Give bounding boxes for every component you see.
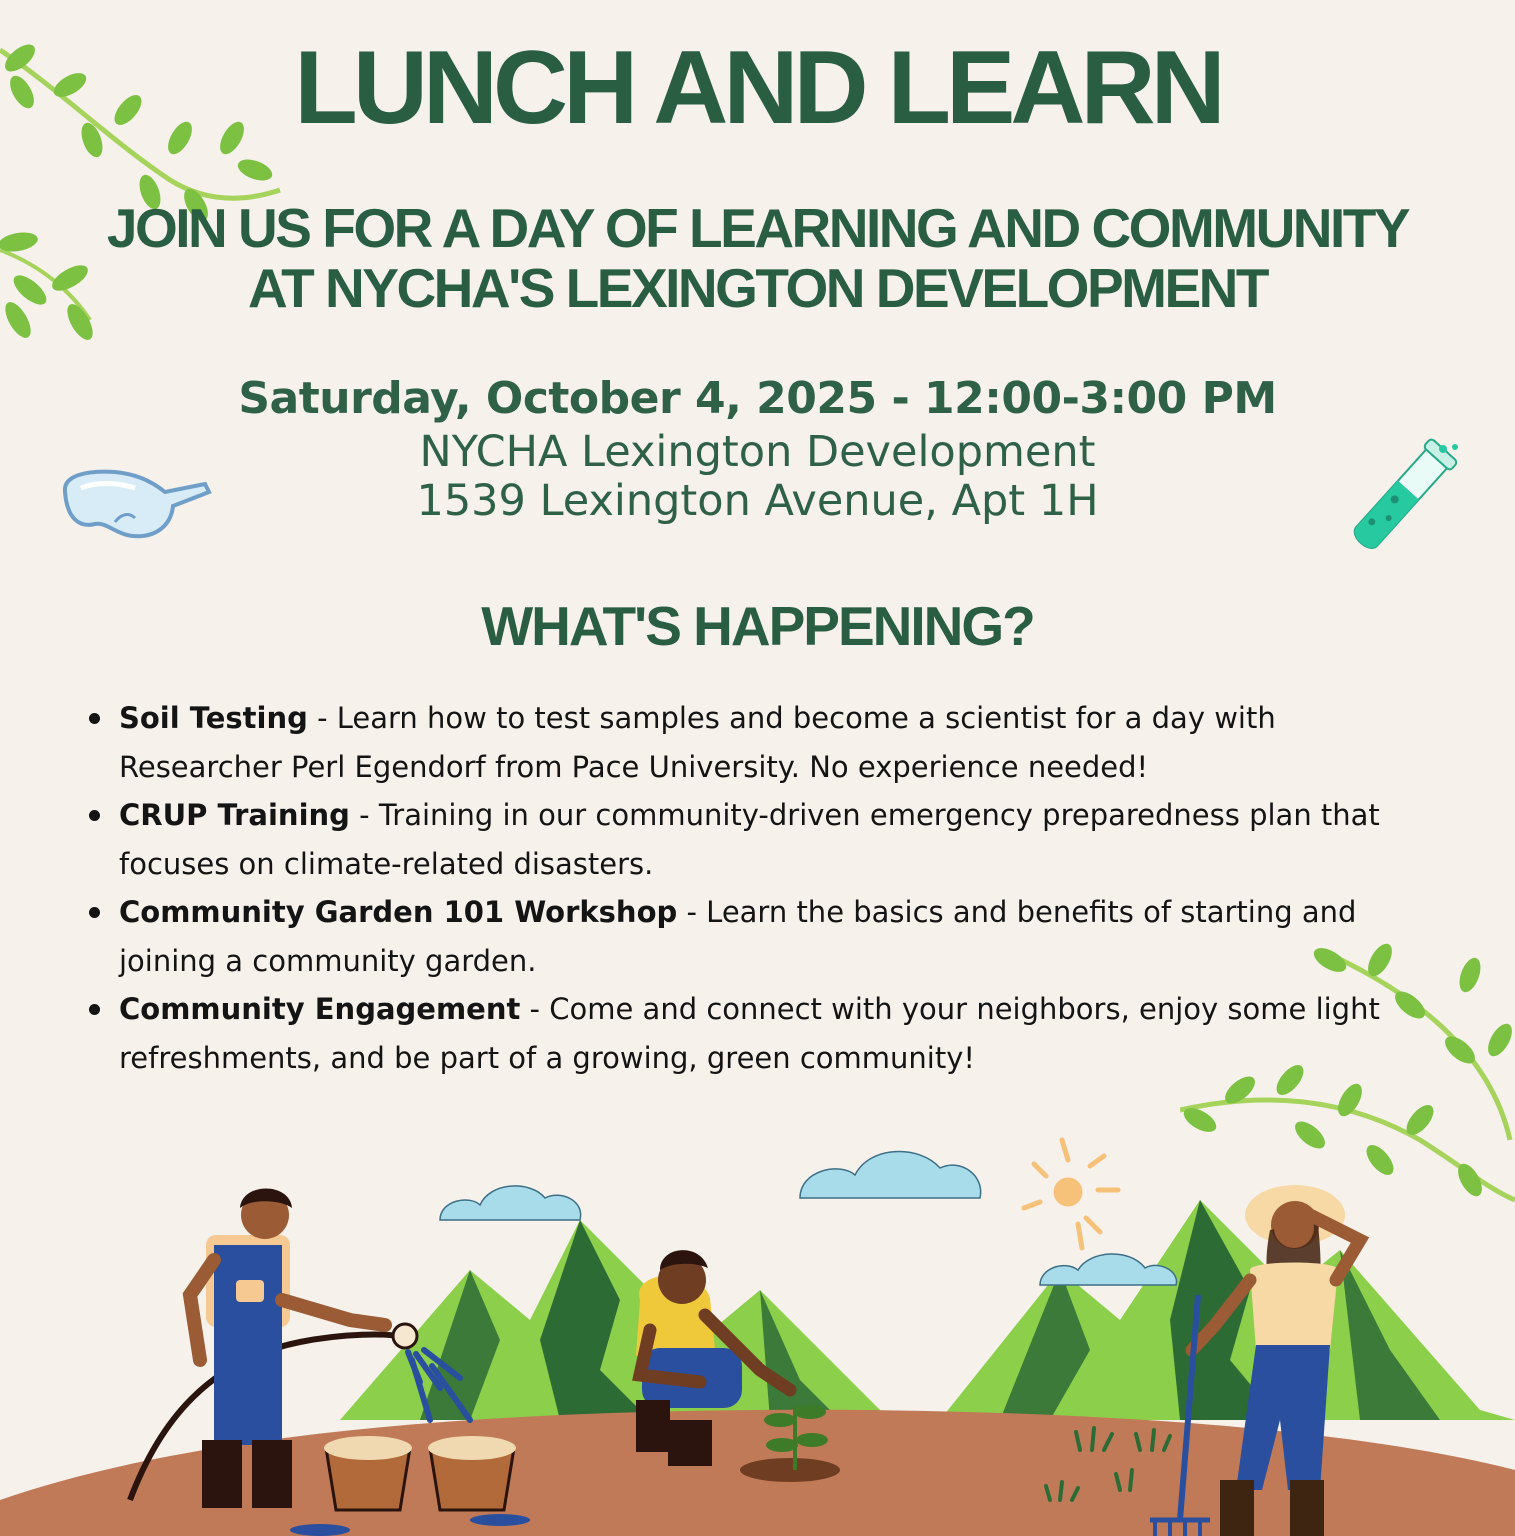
activity-name: Community Garden 101 Workshop (119, 895, 678, 929)
activity-description: - Come and connect with your neighbors, enjoy some light refreshments, and be part of a growing, green community! (119, 992, 1380, 1075)
section-heading: WHAT'S HAPPENING? (481, 595, 1034, 657)
list-item (86, 985, 1446, 1082)
activity-name: Community Engagement (119, 992, 521, 1026)
activity-description: - Learn the basics and benefits of starting and joining a community garden. (119, 895, 1357, 978)
event-details (0, 370, 1515, 526)
cloud-icon (440, 1152, 1177, 1285)
subtitle-line-2: AT NYCHA'S LEXINGTON DEVELOPMENT (248, 257, 1267, 319)
list-item (86, 888, 1446, 985)
activity-name: Soil Testing (119, 701, 308, 735)
event-address: 1539 Lexington Avenue, Apt 1H (416, 476, 1099, 526)
activities-list (86, 694, 1446, 1082)
list-item (86, 791, 1446, 888)
event-date-time: Saturday, October 4, 2025 - 12:00-3:00 PM (238, 373, 1277, 424)
garden-illustration (0, 1120, 1515, 1536)
sun-icon (1024, 1140, 1118, 1248)
activity-description: - Learn how to test samples and become a scientist for a day with Researcher Perl Egendorf from Pace University. No experience needed! (119, 701, 1276, 784)
subtitle-line-1: JOIN US FOR A DAY OF LEARNING AND COMMUNITY (106, 197, 1409, 259)
activity-description: - Training in our community-driven emergency preparedness plan that focuses on climate-related disasters. (119, 798, 1380, 881)
list-item (86, 694, 1446, 791)
activity-name: CRUP Training (119, 798, 350, 832)
event-venue: NYCHA Lexington Development (419, 427, 1096, 477)
event-title: LUNCH AND LEARN (294, 30, 1221, 146)
event-subtitle (80, 198, 1435, 318)
